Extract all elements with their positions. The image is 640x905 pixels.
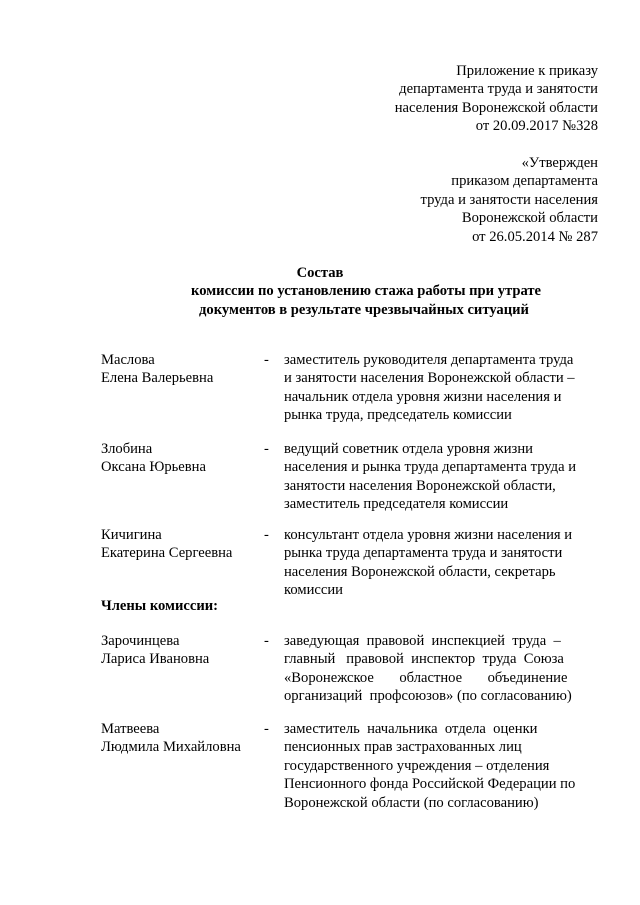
role-line: главный правовой инспектор труда Союза xyxy=(284,651,564,668)
role-line: и занятости населения Воронежской области – xyxy=(284,370,575,387)
member-name xyxy=(101,440,256,477)
member-name xyxy=(101,720,256,757)
role-line: рынка труда, председатель комиссии xyxy=(284,407,512,424)
title-heading: Состав xyxy=(296,265,344,281)
member-role xyxy=(284,720,587,812)
role-line: начальник отдела уровня жизни населения и xyxy=(284,388,562,405)
member-name xyxy=(101,351,256,388)
role-line: заместитель руководителя департамента труда xyxy=(284,352,574,368)
member-surname: Маслова xyxy=(101,352,155,368)
title-line: документов в результате чрезвычайных ситуаций xyxy=(199,301,529,318)
member-role xyxy=(284,440,587,514)
member-dash: - xyxy=(264,721,269,737)
role-line: рынка труда департамента труда и занятости xyxy=(284,545,563,562)
appendix-line: от 20.09.2017 №328 xyxy=(475,118,598,135)
member-dash: - xyxy=(264,527,269,543)
member-surname: Кичигина xyxy=(101,527,162,543)
member-surname: Зарочинцева xyxy=(101,633,180,649)
appendix-header xyxy=(395,62,598,136)
role-line: государственного учреждения – отделения xyxy=(284,757,550,774)
member-role xyxy=(284,351,587,425)
appendix-line: Приложение к приказу xyxy=(456,63,598,79)
approval-line: труда и занятости населения xyxy=(420,191,598,208)
role-line: «Воронежское областное объединение xyxy=(284,669,568,686)
member-name xyxy=(101,526,256,563)
role-line: ведущий советник отдела уровня жизни xyxy=(284,441,533,457)
member-role xyxy=(284,632,587,706)
member-surname: Злобина xyxy=(101,441,153,457)
member-given-name: Елена Валерьевна xyxy=(101,370,214,387)
member-given-name: Оксана Юрьевна xyxy=(101,459,206,476)
role-line: занятости населения Воронежской области, xyxy=(284,477,556,494)
role-line: заместитель начальника отдела оценки xyxy=(284,721,538,737)
role-line: организаций профсоюзов» (по согласованию) xyxy=(284,688,572,705)
approval-line: «Утвержден xyxy=(521,155,598,171)
role-line: консультант отдела уровня жизни населения и xyxy=(284,527,573,543)
member-surname: Матвеева xyxy=(101,721,160,737)
role-line: населения и рынка труда департамента труда и xyxy=(284,459,577,476)
role-line: заведующая правовой инспекцией труда – xyxy=(284,633,561,649)
member-given-name: Людмила Михайловна xyxy=(101,739,241,756)
member-dash: - xyxy=(264,633,269,649)
appendix-line: департамента труда и занятости xyxy=(399,81,598,98)
member-name xyxy=(101,632,256,669)
section-heading-members: Члены комиссии: xyxy=(101,598,219,614)
title-line: комиссии по установлению стажа работы при утрате xyxy=(190,283,542,300)
member-given-name: Лариса Ивановна xyxy=(101,651,210,668)
member-given-name: Екатерина Сергеевна xyxy=(101,545,233,562)
member-dash: - xyxy=(264,352,269,368)
role-line: Воронежской области (по согласованию) xyxy=(284,794,539,811)
role-line: комиссии xyxy=(284,582,343,599)
member-role xyxy=(284,526,587,600)
member-dash: - xyxy=(264,441,269,457)
approval-line: Воронежской области xyxy=(461,210,598,227)
document-title xyxy=(0,264,640,319)
approval-line: от 26.05.2014 № 287 xyxy=(472,228,598,245)
role-line: пенсионных прав застрахованных лиц xyxy=(284,739,522,756)
role-line: населения Воронежской области, секретарь xyxy=(284,563,556,580)
role-line: Пенсионного фонда Российской Федерации по xyxy=(284,776,576,793)
role-line: заместитель председателя комиссии xyxy=(284,496,509,513)
approval-line: приказом департамента xyxy=(451,173,598,190)
approval-stamp-text xyxy=(421,154,598,246)
appendix-line: населения Воронежской области xyxy=(394,99,598,116)
